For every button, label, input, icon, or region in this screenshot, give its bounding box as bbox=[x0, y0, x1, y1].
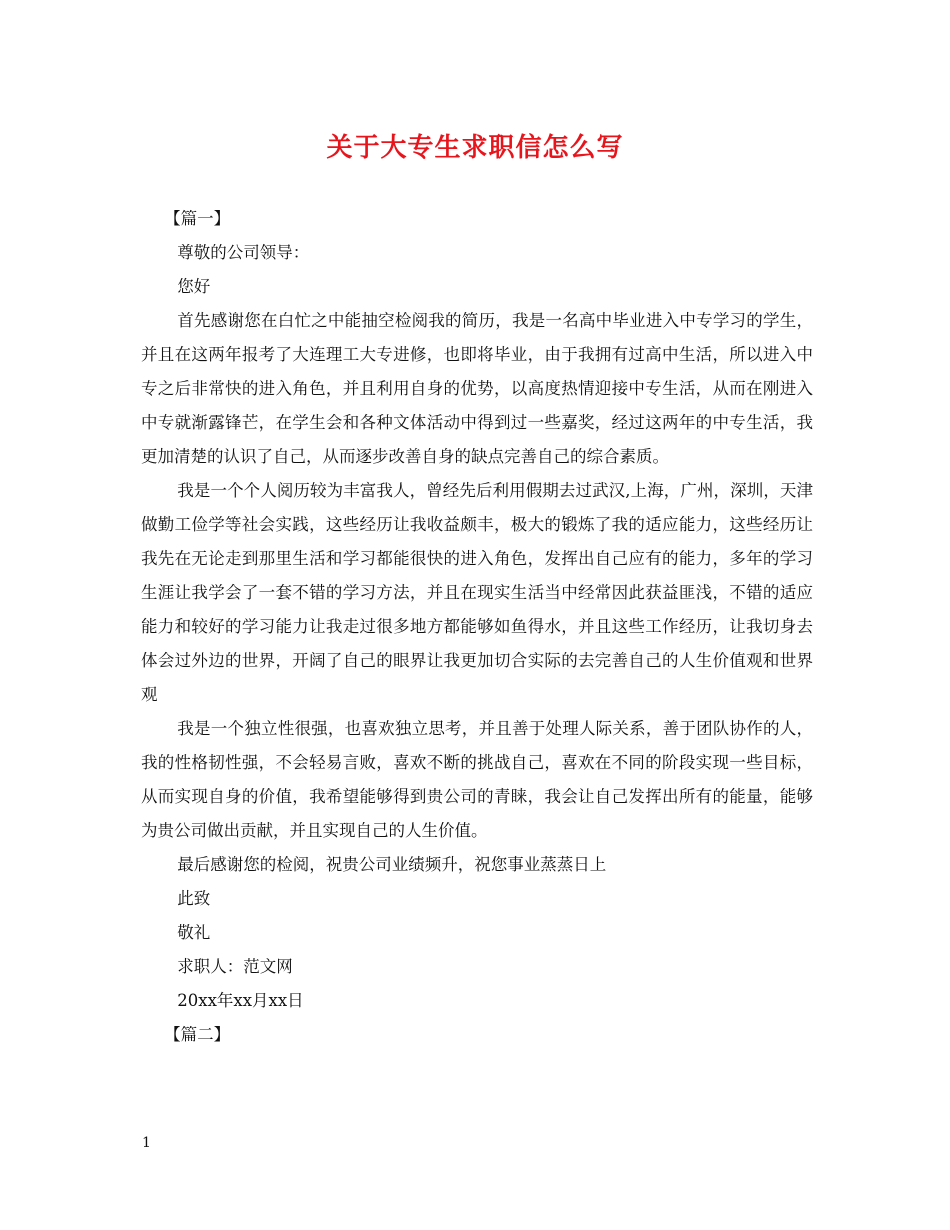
greeting: 您好 bbox=[177, 277, 211, 296]
document-body bbox=[141, 202, 813, 1052]
closing-line: 最后感谢您的检阅，祝贵公司业绩频升，祝您事业蒸蒸日上 bbox=[177, 855, 607, 874]
date-line: 20xx年xx月xx日 bbox=[177, 991, 304, 1010]
document-title: 关于大专生求职信怎么写 bbox=[326, 133, 624, 163]
salutation: 尊敬的公司领导： bbox=[177, 243, 310, 262]
body-paragraph: 我是一个独立性很强，也喜欢独立思考，并且善于处理人际关系，善于团队协作的人，我的性格韧性强，不会轻易言败，喜欢不断的挑战自己，喜欢在不同的阶段实现一些目标，从而实现自身的价值，我希望能够得到贵公司的青睐，我会让自己发挥出所有的能量，能够为贵公司做出贡献，并且实现自己的人生价值。 bbox=[141, 719, 813, 840]
closing-jingli: 敬礼 bbox=[177, 923, 211, 942]
section-heading-1: 【篇一】 bbox=[164, 209, 231, 228]
section-heading-2: 【篇二】 bbox=[164, 1025, 231, 1044]
page-number: 1 bbox=[142, 1135, 151, 1151]
signature: 求职人：范文网 bbox=[177, 957, 293, 976]
body-paragraph: 我是一个个人阅历较为丰富我人，曾经先后利用假期去过武汉,上海，广州，深圳，天津做勤工俭学等社会实践，这些经历让我收益颇丰，极大的锻炼了我的适应能力，这些经历让我先在无论走到那里生活和学习都能很快的进入角色，发挥出自己应有的能力，多年的学习生涯让我学会了一套不错的学习方法，并且在现实生活当中经常因此获益匪浅，不错的适应能力和较好的学习能力让我走过很多地方都能够如鱼得水，并且这些工作经历，让我切身去体会过外边的世界，开阔了自己的眼界让我更加切合实际的去完善自己的人生价值观和世界观 bbox=[141, 481, 813, 704]
body-paragraph: 首先感谢您在白忙之中能抽空检阅我的简历，我是一名高中毕业进入中专学习的学生，并且在这两年报考了大连理工大专进修，也即将毕业，由于我拥有过高中生活，所以进入中专之后非常快的进入角色，并且利用自身的优势，以高度热情迎接中专生活，从而在刚进入中专就渐露锋芒，在学生会和各种文体活动中得到过一些嘉奖，经过这两年的中专生活，我更加清楚的认识了自己，从而逐步改善自身的缺点完善自己的综合素质。 bbox=[141, 311, 813, 466]
closing-zhizhi: 此致 bbox=[177, 889, 211, 908]
